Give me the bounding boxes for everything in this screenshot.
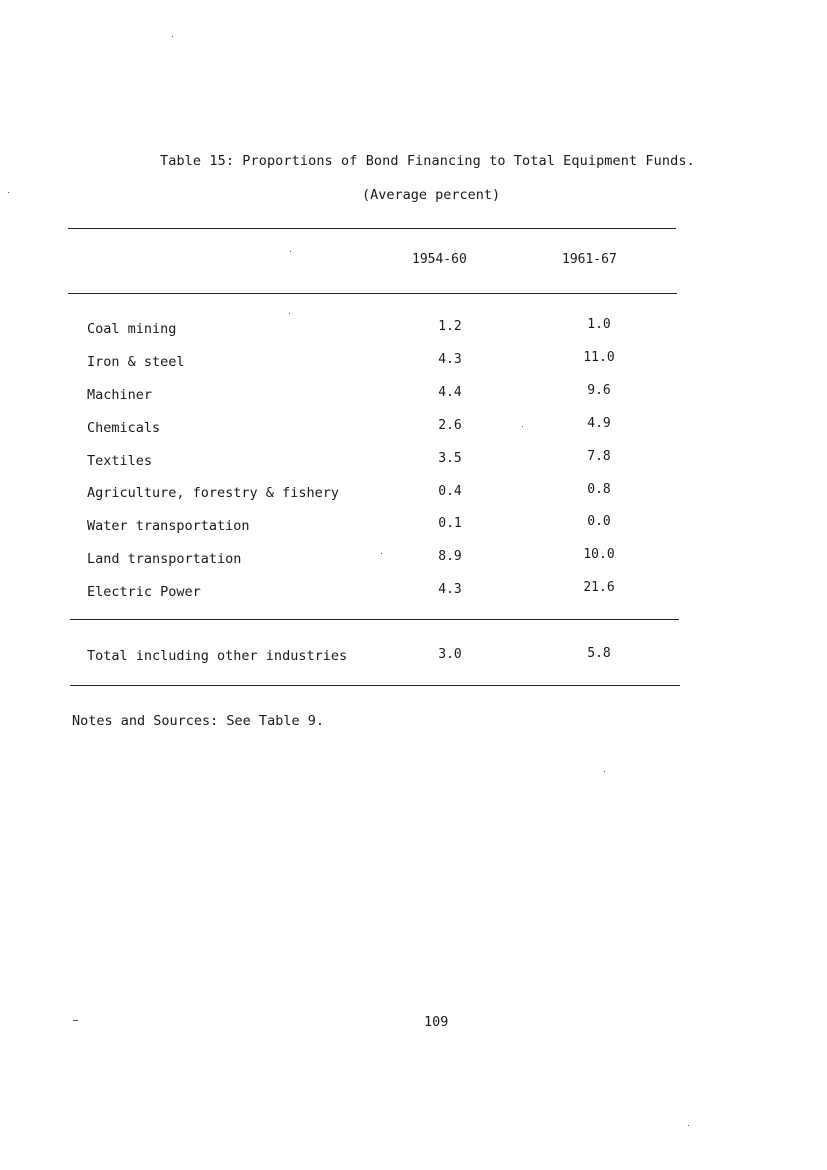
scan-speck xyxy=(289,313,290,314)
column-header-1954-60: 1954-60 xyxy=(412,252,467,267)
row-label-chemicals: Chemicals xyxy=(87,420,161,436)
row-value-agriculture-1961-67: 0.8 xyxy=(587,482,611,497)
row-label-water-transportation: Water transportation xyxy=(87,518,250,534)
row-label-iron-steel: Iron & steel xyxy=(87,354,185,370)
body-bottom-rule xyxy=(70,619,679,620)
row-value-water-transportation-1961-67: 0.0 xyxy=(587,514,611,529)
row-value-electric-power-1961-67: 21.6 xyxy=(583,580,615,595)
scan-speck xyxy=(688,1125,689,1126)
column-header-1961-67: 1961-67 xyxy=(562,252,617,267)
row-value-textiles-1961-67: 7.8 xyxy=(587,449,611,464)
row-value-land-transportation-1954-60: 8.9 xyxy=(438,549,462,564)
table-top-rule xyxy=(68,228,676,229)
row-value-machiner-1954-60: 4.4 xyxy=(438,385,462,400)
total-value-1961-67: 5.8 xyxy=(587,646,611,661)
row-value-land-transportation-1961-67: 10.0 xyxy=(583,547,615,562)
page-number: 109 xyxy=(424,1014,449,1030)
scan-speck xyxy=(172,36,173,37)
scan-speck xyxy=(8,192,9,193)
header-bottom-rule xyxy=(68,293,677,294)
row-value-agriculture-1954-60: 0.4 xyxy=(438,484,462,499)
table-title: Table 15: Proportions of Bond Financing to Total Equipment Funds. xyxy=(160,153,695,169)
row-value-chemicals-1954-60: 2.6 xyxy=(438,418,462,433)
row-value-coal-mining-1954-60: 1.2 xyxy=(438,319,462,334)
table-subtitle: (Average percent) xyxy=(362,187,501,203)
scan-speck xyxy=(604,771,605,772)
row-label-land-transportation: Land transportation xyxy=(87,551,242,567)
row-value-iron-steel-1954-60: 4.3 xyxy=(438,352,462,367)
row-value-coal-mining-1961-67: 1.0 xyxy=(587,317,611,332)
scan-speck xyxy=(522,426,523,427)
row-label-machiner: Machiner xyxy=(87,387,153,403)
row-label-electric-power: Electric Power xyxy=(87,584,201,600)
row-label-coal-mining: Coal mining xyxy=(87,321,177,337)
row-value-chemicals-1961-67: 4.9 xyxy=(587,416,611,431)
row-label-agriculture-forestry-fishery: Agriculture, forestry & fishery xyxy=(87,485,339,501)
row-value-iron-steel-1961-67: 11.0 xyxy=(583,350,615,365)
total-value-1954-60: 3.0 xyxy=(438,647,462,662)
total-row-label: Total including other industries xyxy=(87,648,348,664)
row-value-electric-power-1954-60: 4.3 xyxy=(438,582,462,597)
row-value-water-transportation-1954-60: 0.1 xyxy=(438,516,462,531)
table-bottom-rule xyxy=(70,685,680,686)
notes-and-sources: Notes and Sources: See Table 9. xyxy=(72,713,324,729)
scan-speck xyxy=(73,1020,78,1021)
row-value-textiles-1954-60: 3.5 xyxy=(438,451,462,466)
row-label-textiles: Textiles xyxy=(87,453,153,469)
row-value-machiner-1961-67: 9.6 xyxy=(587,383,611,398)
scan-speck xyxy=(290,251,291,252)
scan-speck xyxy=(381,553,382,554)
